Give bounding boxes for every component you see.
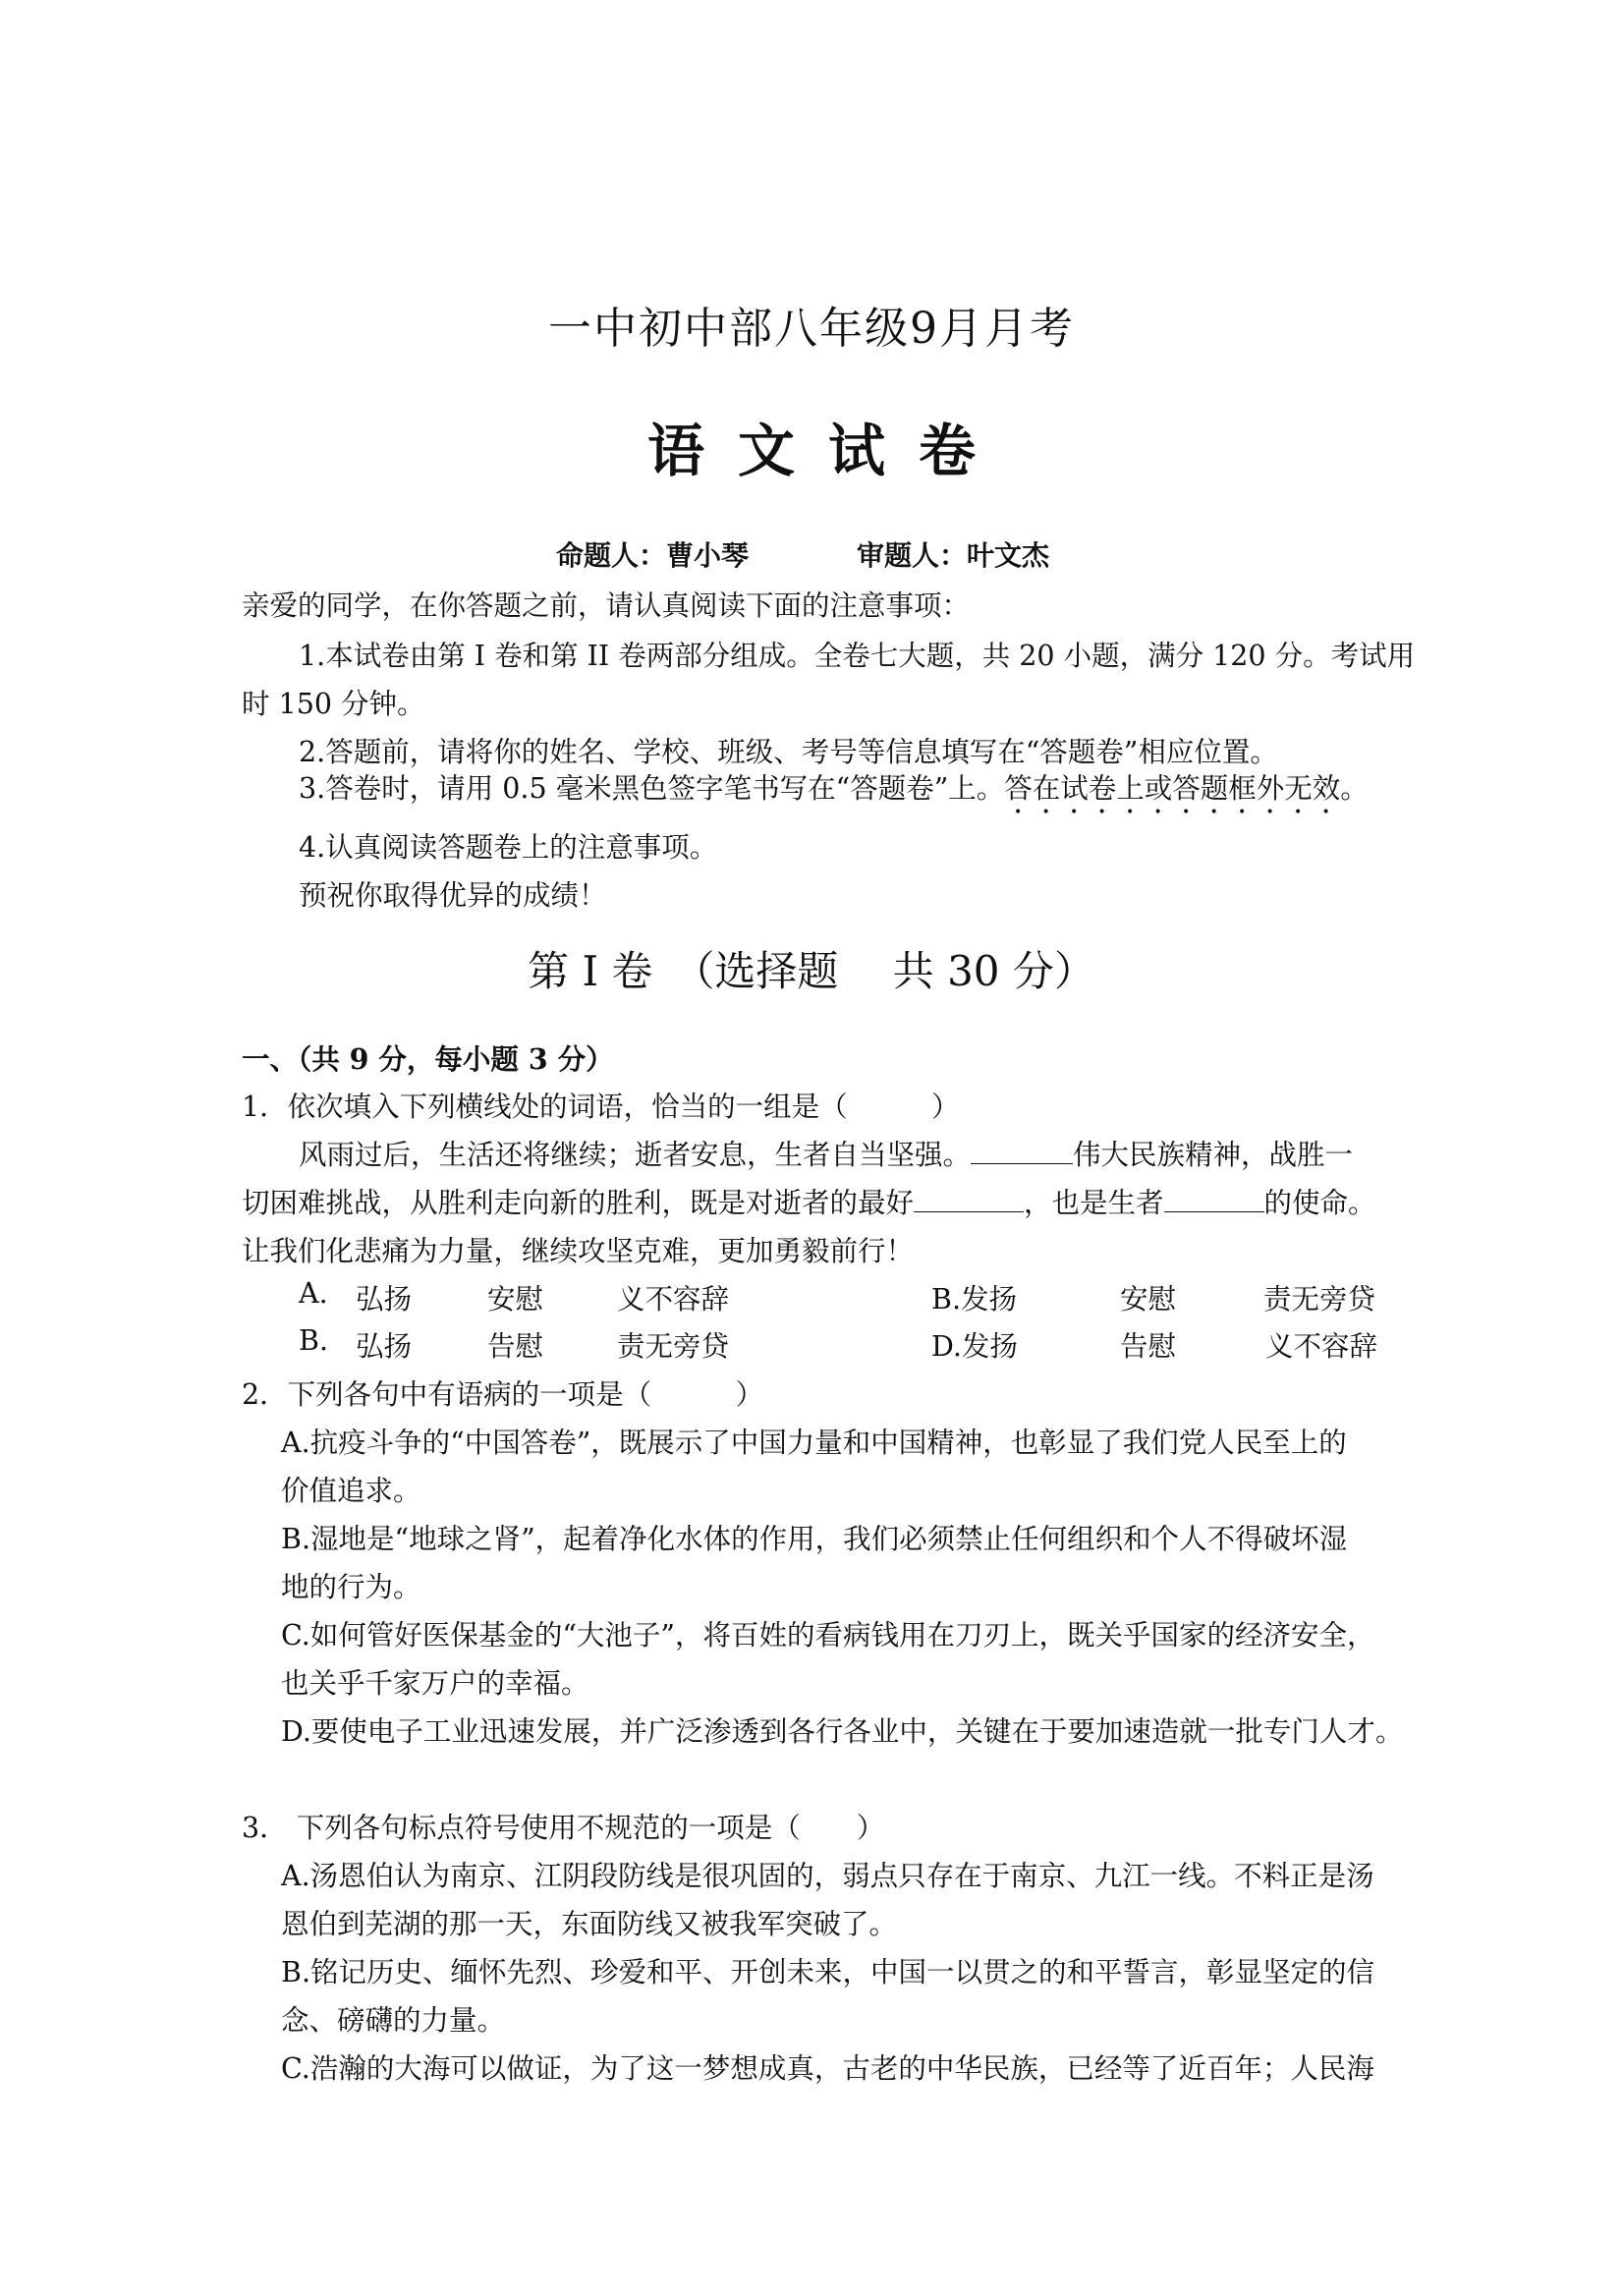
q1-text: 伟大民族精神，战胜一 (1073, 1139, 1354, 1171)
q2-option-a-line-2: 价值追求。 (281, 1475, 421, 1507)
option-word: B.发扬 (931, 1283, 1018, 1316)
option-word: 弘扬 (356, 1330, 413, 1363)
option-word: 义不容辞 (617, 1283, 730, 1316)
q3-option-b-line-1: B.铭记历史、缅怀先烈、珍爱和平、开创未来，中国一以贯之的和平誓言，彰显坚定的信 (281, 1956, 1375, 1988)
reviewer-label: 审题人：叶文杰 (857, 539, 1050, 572)
q1-stem: 1．依次填入下列横线处的词语，恰当的一组是（ ） (242, 1091, 960, 1123)
option-letter: B. (299, 1324, 329, 1357)
notice-item-1-line-2: 时 150 分钟。 (242, 688, 425, 720)
option-word: D.发扬 (931, 1330, 1018, 1363)
notice-item-1-line-1: 1.本试卷由第 I 卷和第 II 卷两部分组成。全卷七大题，共 20 小题，满分 120 分。考试用 (299, 640, 1416, 672)
setter-label: 命题人：曹小琴 (556, 539, 750, 572)
notice-item-3-prefix: 3.答卷时，请用 0.5 毫米黑色签字笔书写在“答题卷”上。 (299, 772, 1005, 805)
q2-option-b-line-2: 地的行为。 (281, 1571, 421, 1603)
q1-text: 风雨过后，生活还将继续；逝者安息，生者自当坚强。 (299, 1139, 972, 1171)
q3-option-a-line-1: A.汤恩伯认为南京、江阴段防线是很巩固的，弱点只存在于南京、九江一线。不料正是汤 (281, 1860, 1374, 1892)
answer-blank (1164, 1184, 1264, 1212)
q2-option-c-line-2: 也关乎千家万户的幸福。 (281, 1667, 589, 1700)
notice-wish: 预祝你取得优异的成绩！ (299, 879, 607, 912)
option-word: 弘扬 (356, 1283, 413, 1316)
q1-paragraph-line-2 (242, 1181, 1376, 1221)
q3-option-a-line-2: 恩伯到芜湖的那一天，东面防线又被我军突破了。 (281, 1908, 898, 1940)
q1-paragraph-line-1 (299, 1133, 1353, 1173)
notice-intro: 亲爱的同学，在你答题之前，请认真阅读下面的注意事项： (242, 589, 971, 622)
answer-blank (914, 1184, 1024, 1212)
q1-text: 的使命。 (1263, 1187, 1376, 1219)
q3-option-b-line-2: 念、磅礴的力量。 (281, 2004, 506, 2037)
q2-stem: 2．下列各句中有语病的一项是（ ） (242, 1378, 764, 1411)
authors-line (556, 534, 1049, 574)
option-word: 责无旁贷 (617, 1330, 730, 1363)
option-word: 责无旁贷 (1263, 1283, 1376, 1316)
q3-stem: 3． 下列各句标点符号使用不规范的一项是（ ） (242, 1812, 885, 1844)
notice-item-3-suffix: 。 (1340, 772, 1369, 805)
option-word: 安慰 (487, 1283, 544, 1316)
q2-option-b-line-1: B.湿地是“地球之肾”，起着净化水体的作用，我们必须禁止任何组织和个人不得破坏湿 (281, 1523, 1348, 1555)
q3-option-c-line-1: C.浩瀚的大海可以做证，为了这一梦想成真，古老的中华民族，已经等了近百年；人民海 (281, 2052, 1374, 2085)
notice-item-3 (299, 766, 1369, 820)
option-word: 安慰 (1120, 1283, 1177, 1316)
option-letter: A. (299, 1277, 328, 1310)
exam-name: 一中初中部八年级9月月考 (548, 304, 1075, 354)
q2-option-a-line-1: A.抗疫斗争的“中国答卷”，既展示了中国力量和中国精神，也彰显了我们党人民至上的 (281, 1427, 1347, 1459)
subject-title: 语文试卷 (646, 418, 1009, 484)
q2-option-d-line-1: D.要使电子工业迅速发展，并广泛渗透到各行各业中，关键在于要加速造就一批专门人才。 (281, 1715, 1404, 1748)
answer-blank (971, 1136, 1073, 1164)
notice-item-4: 4.认真阅读答题卷上的注意事项。 (299, 831, 718, 864)
notice-item-2: 2.答题前，请将你的姓名、学校、班级、考号等信息填写在“答题卷”相应位置。 (299, 736, 1278, 768)
section-title: 第 I 卷 （选择题 共 30 分） (528, 947, 1095, 995)
q1-text: 切困难挑战，从胜利走向新的胜利，既是对逝者的最好 (242, 1187, 915, 1219)
option-word: 告慰 (487, 1330, 544, 1363)
option-word: 告慰 (1120, 1330, 1177, 1363)
notice-item-3-emphasis: 答在试卷上或答题框外无效 (1004, 772, 1341, 805)
option-word: 义不容辞 (1265, 1330, 1378, 1363)
q1-text: ，也是生者 (1024, 1187, 1164, 1219)
part-1-heading: 一、（共 9 分，每小题 3 分） (242, 1042, 614, 1076)
q1-paragraph-line-3: 让我们化悲痛为力量，继续攻坚克难，更加勇毅前行！ (242, 1235, 915, 1267)
q2-option-c-line-1: C.如何管好医保基金的“大池子”，将百姓的看病钱用在刀刃上，既关乎国家的经济安全， (281, 1619, 1375, 1652)
